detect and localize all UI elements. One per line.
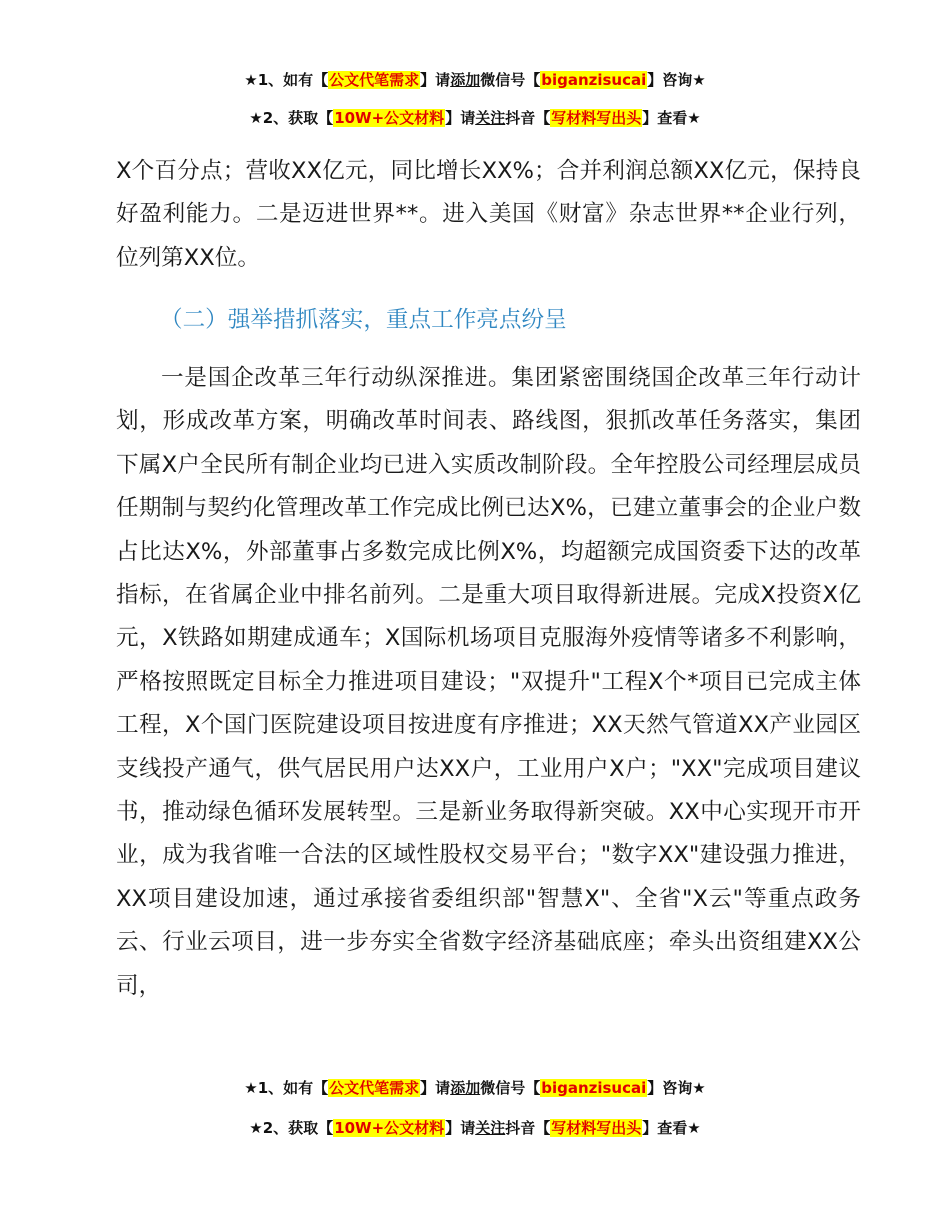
emphasis-word: 添加 [450,1079,481,1097]
banner-text: 】请 [420,1079,451,1097]
banner-text: ★1、如有【 [244,71,329,89]
emphasis-word: 关注 [475,109,506,127]
header-banner-consult [0,70,950,90]
banner-text: 】请 [445,109,476,127]
section-heading: （二）强举措抓落实，重点工作亮点纷呈 [160,307,567,333]
banner-text: 】请 [445,1119,476,1137]
highlight-materials: 10W+公文材料 [334,109,445,127]
footer-banner-consult [0,1078,950,1098]
banner-text: 微信号【 [480,1079,541,1097]
highlight-wechat-id: biganzisucai [541,71,647,89]
banner-text: 】咨询★ [647,71,706,89]
header-banner-materials [0,108,950,128]
banner-text: 微信号【 [480,71,541,89]
banner-text: ★1、如有【 [244,1079,329,1097]
highlight-service: 公文代笔需求 [329,1079,420,1097]
footer-banner-materials [0,1118,950,1138]
highlight-douyin-id: 写材料写出头 [551,109,642,127]
banner-text: 】查看★ [642,109,701,127]
paragraph-reform: 一是国企改革三年行动纵深推进。集团紧密围绕国企改革三年行动计划，形成改革方案，明确改革时间表、路线图，狠抓改革任务落实，集团下属X户全民所有制企业均已进入实质改制阶段。全年控股公司经理层成员任期制与契约化管理改革工作完成比例已达X%，已建立董事会的企业户数占比达X%，外部董事占多数完成比例X%，均超额完成国资委下达的改革指标，在省属企业中排名前列。二是重大项目取得新进展。完成X投资X亿元，X铁路如期建成通车；X国际机场项目克服海外疫情等诸多不利影响，严格按照既定目标全力推进项目建设；"双提升"工程X个*项目已完成主体工程，X个国门医院建设项目按进度有序推进；XX天然气管道XX产业园区支线投产通气，供气居民用户达XX户，工业用户X户；"XX"完成项目建议书，推动绿色循环发展转型。三是新业务取得新突破。XX中心实现开市开业，成为我省唯一合法的区域性股权交易平台；"数字XX"建设强力推进，XX项目建设加速，通过承接省委组织部"智慧X"、全省"X云"等重点政务云、行业云项目，进一步夯实全省数字经济基础底座；牵头出资组建XX公司， [116,365,861,999]
banner-text: 】请 [420,71,451,89]
highlight-materials: 10W+公文材料 [334,1119,445,1137]
banner-text: 抖音【 [505,109,551,127]
highlight-wechat-id: biganzisucai [541,1079,647,1097]
banner-text: ★2、获取【 [249,109,334,127]
banner-text: ★2、获取【 [249,1119,334,1137]
highlight-douyin-id: 写材料写出头 [551,1119,642,1137]
emphasis-word: 关注 [475,1119,506,1137]
banner-text: 】咨询★ [647,1079,706,1097]
banner-text: 抖音【 [505,1119,551,1137]
highlight-service: 公文代笔需求 [329,71,420,89]
banner-text: 】查看★ [642,1119,701,1137]
paragraph-continued: X个百分点；营收XX亿元，同比增长XX%；合并利润总额XX亿元，保持良好盈利能力。二是迈进世界**。进入美国《财富》杂志世界**企业行列，位列第XX位。 [116,158,861,271]
emphasis-word: 添加 [450,71,481,89]
